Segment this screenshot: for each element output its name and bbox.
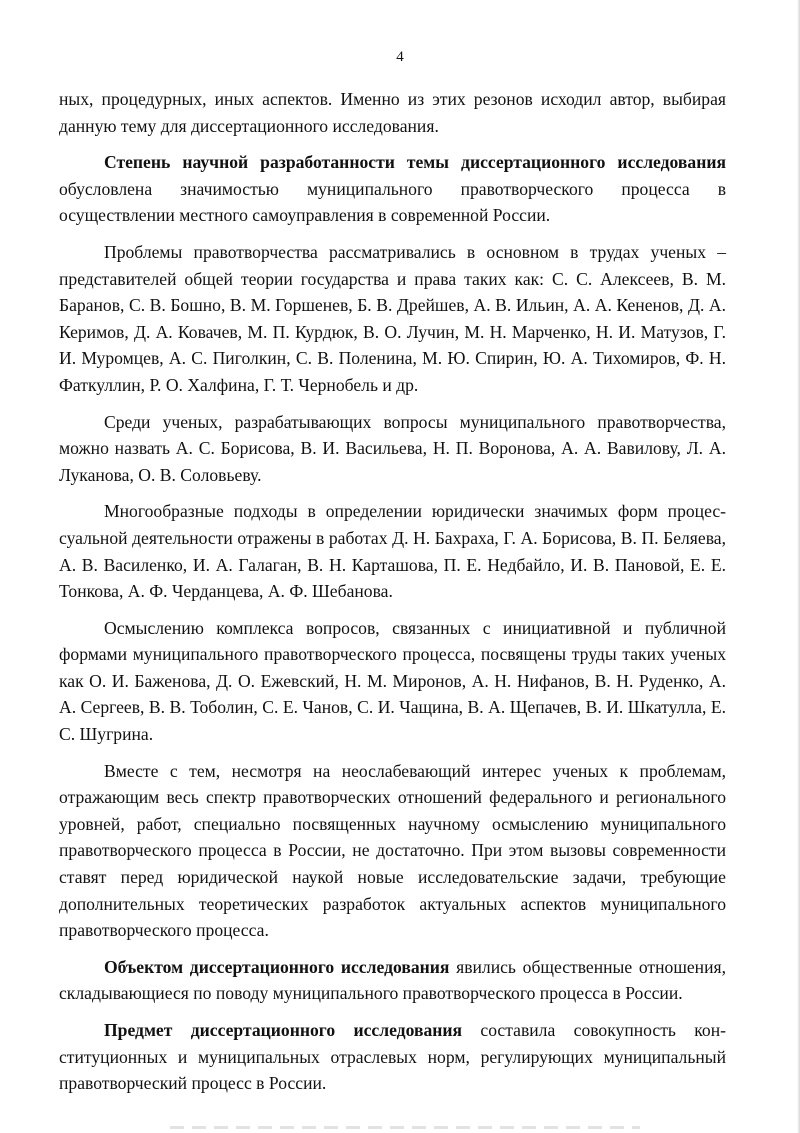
paragraph-2-text: обусловлена значимостью муниципального правотворческого процесса в осуществлении местного самоуправления в современной России.: [59, 178, 726, 226]
paragraph-7-text: Вместе с тем, несмотря на неослабевающий интерес ученых к проблемам, отражающим весь спектр правотворческих отношений федерального и регионального уровней, работ, специально посвященных научному осмыслению муниципального правотворческого процесса в России, не достаточно. При этом вызовы современности ставят перед юридической наукой новые исследовательские задачи, требующие дополнительных теоретических разработок актуальных аспектов муниципального правотворческого процесса.: [59, 760, 726, 941]
paragraph-1: [59, 86, 726, 139]
document-body: [59, 86, 726, 1107]
paragraph-4: [59, 409, 726, 489]
paragraph-2-heading: Степень научной разработанности темы диссертационного исследования: [104, 152, 726, 173]
paragraph-1-text: ных, процедурных, иных аспектов. Именно из этих резонов исходил автор, выбирая данную тему для диссертационного исследования.: [59, 89, 726, 136]
scan-bottom-artifact: [170, 1126, 640, 1129]
paragraph-8-heading: Объектом диссертационного исследования: [104, 956, 450, 977]
paragraph-9-text: составила совокупность конституционных и муниципальных отраслевых норм, регулирующих муниципальный правотворческий процесс в России.: [59, 1020, 726, 1094]
paragraph-9-heading: Предмет диссертационного исследования: [104, 1020, 463, 1040]
paragraph-8: [59, 954, 726, 1007]
paragraph-5: [59, 498, 726, 604]
paragraph-2: [59, 149, 726, 229]
paragraph-6-text: Осмыслению комплекса вопросов, связанных с инициативной и публичной формами муниципального правотворческого процесса, посвящены труды таких ученых как О. И. Баженова, Д. О. Ежевский, Н. М. Миронов, А. Н. Нифанов, В. Н. Руденко, А. А. Сергеев, В. В. Тоболин, С. Е. Чанов, С. И. Чащина, В. А. Щепачев, В. И. Шкатулла, Е. С. Шугрина.: [59, 617, 726, 745]
page-number: 4: [396, 49, 404, 65]
paragraph-9: [59, 1017, 726, 1097]
paragraph-3: [59, 239, 726, 399]
paragraph-5-text: Многообразные подходы в определении юридически значимых форм процессуальной деятельности отражены в работах Д. Н. Бахраха, Г. А. Борисова, В. П. Беляева, А. В. Василенко, И. А. Галаган, В. Н. Карташова, П. Е. Недбайло, И. В. Пановой, Е. Е. Тонкова, А. Ф. Черданцева, А. Ф. Шебанова.: [59, 501, 726, 602]
paragraph-7: [59, 758, 726, 944]
paragraph-3-text: Проблемы правотворчества рассматривались в основном в трудах ученых – представителей общей теории государства и права таких как: С. С. Алексеев, В. М. Баранов, С. В. Бошно, В. М. Горшенев, Б. В. Дрейшев, А. В. Ильин, А. А. Кененов, Д. А. Керимов, Д. А. Ковачев, М. П. Курдюк, В. О. Лучин, М. Н. Марченко, Н. И. Матузов, Г. И. Муромцев, А. С. Пиголкин, С. В. Поленина, М. Ю. Спирин, Ю. А. Тихомиров, Ф. Н. Фаткуллин, Р. О. Халфина, Г. Т. Чернобель и др.: [59, 241, 726, 395]
paragraph-6: [59, 615, 726, 748]
paragraph-4-text: Среди ученых, разрабатывающих вопросы муниципального правотворчества, можно назвать А. С. Борисова, В. И. Васильева, Н. П. Воронова, А. А. Вавилову, Л. А. Луканова, О. В. Соловьеву.: [59, 411, 726, 485]
paragraph-8-text: явились общественные отношения, складывающиеся по поводу муниципального правотворческого процесса в России.: [59, 956, 726, 1004]
